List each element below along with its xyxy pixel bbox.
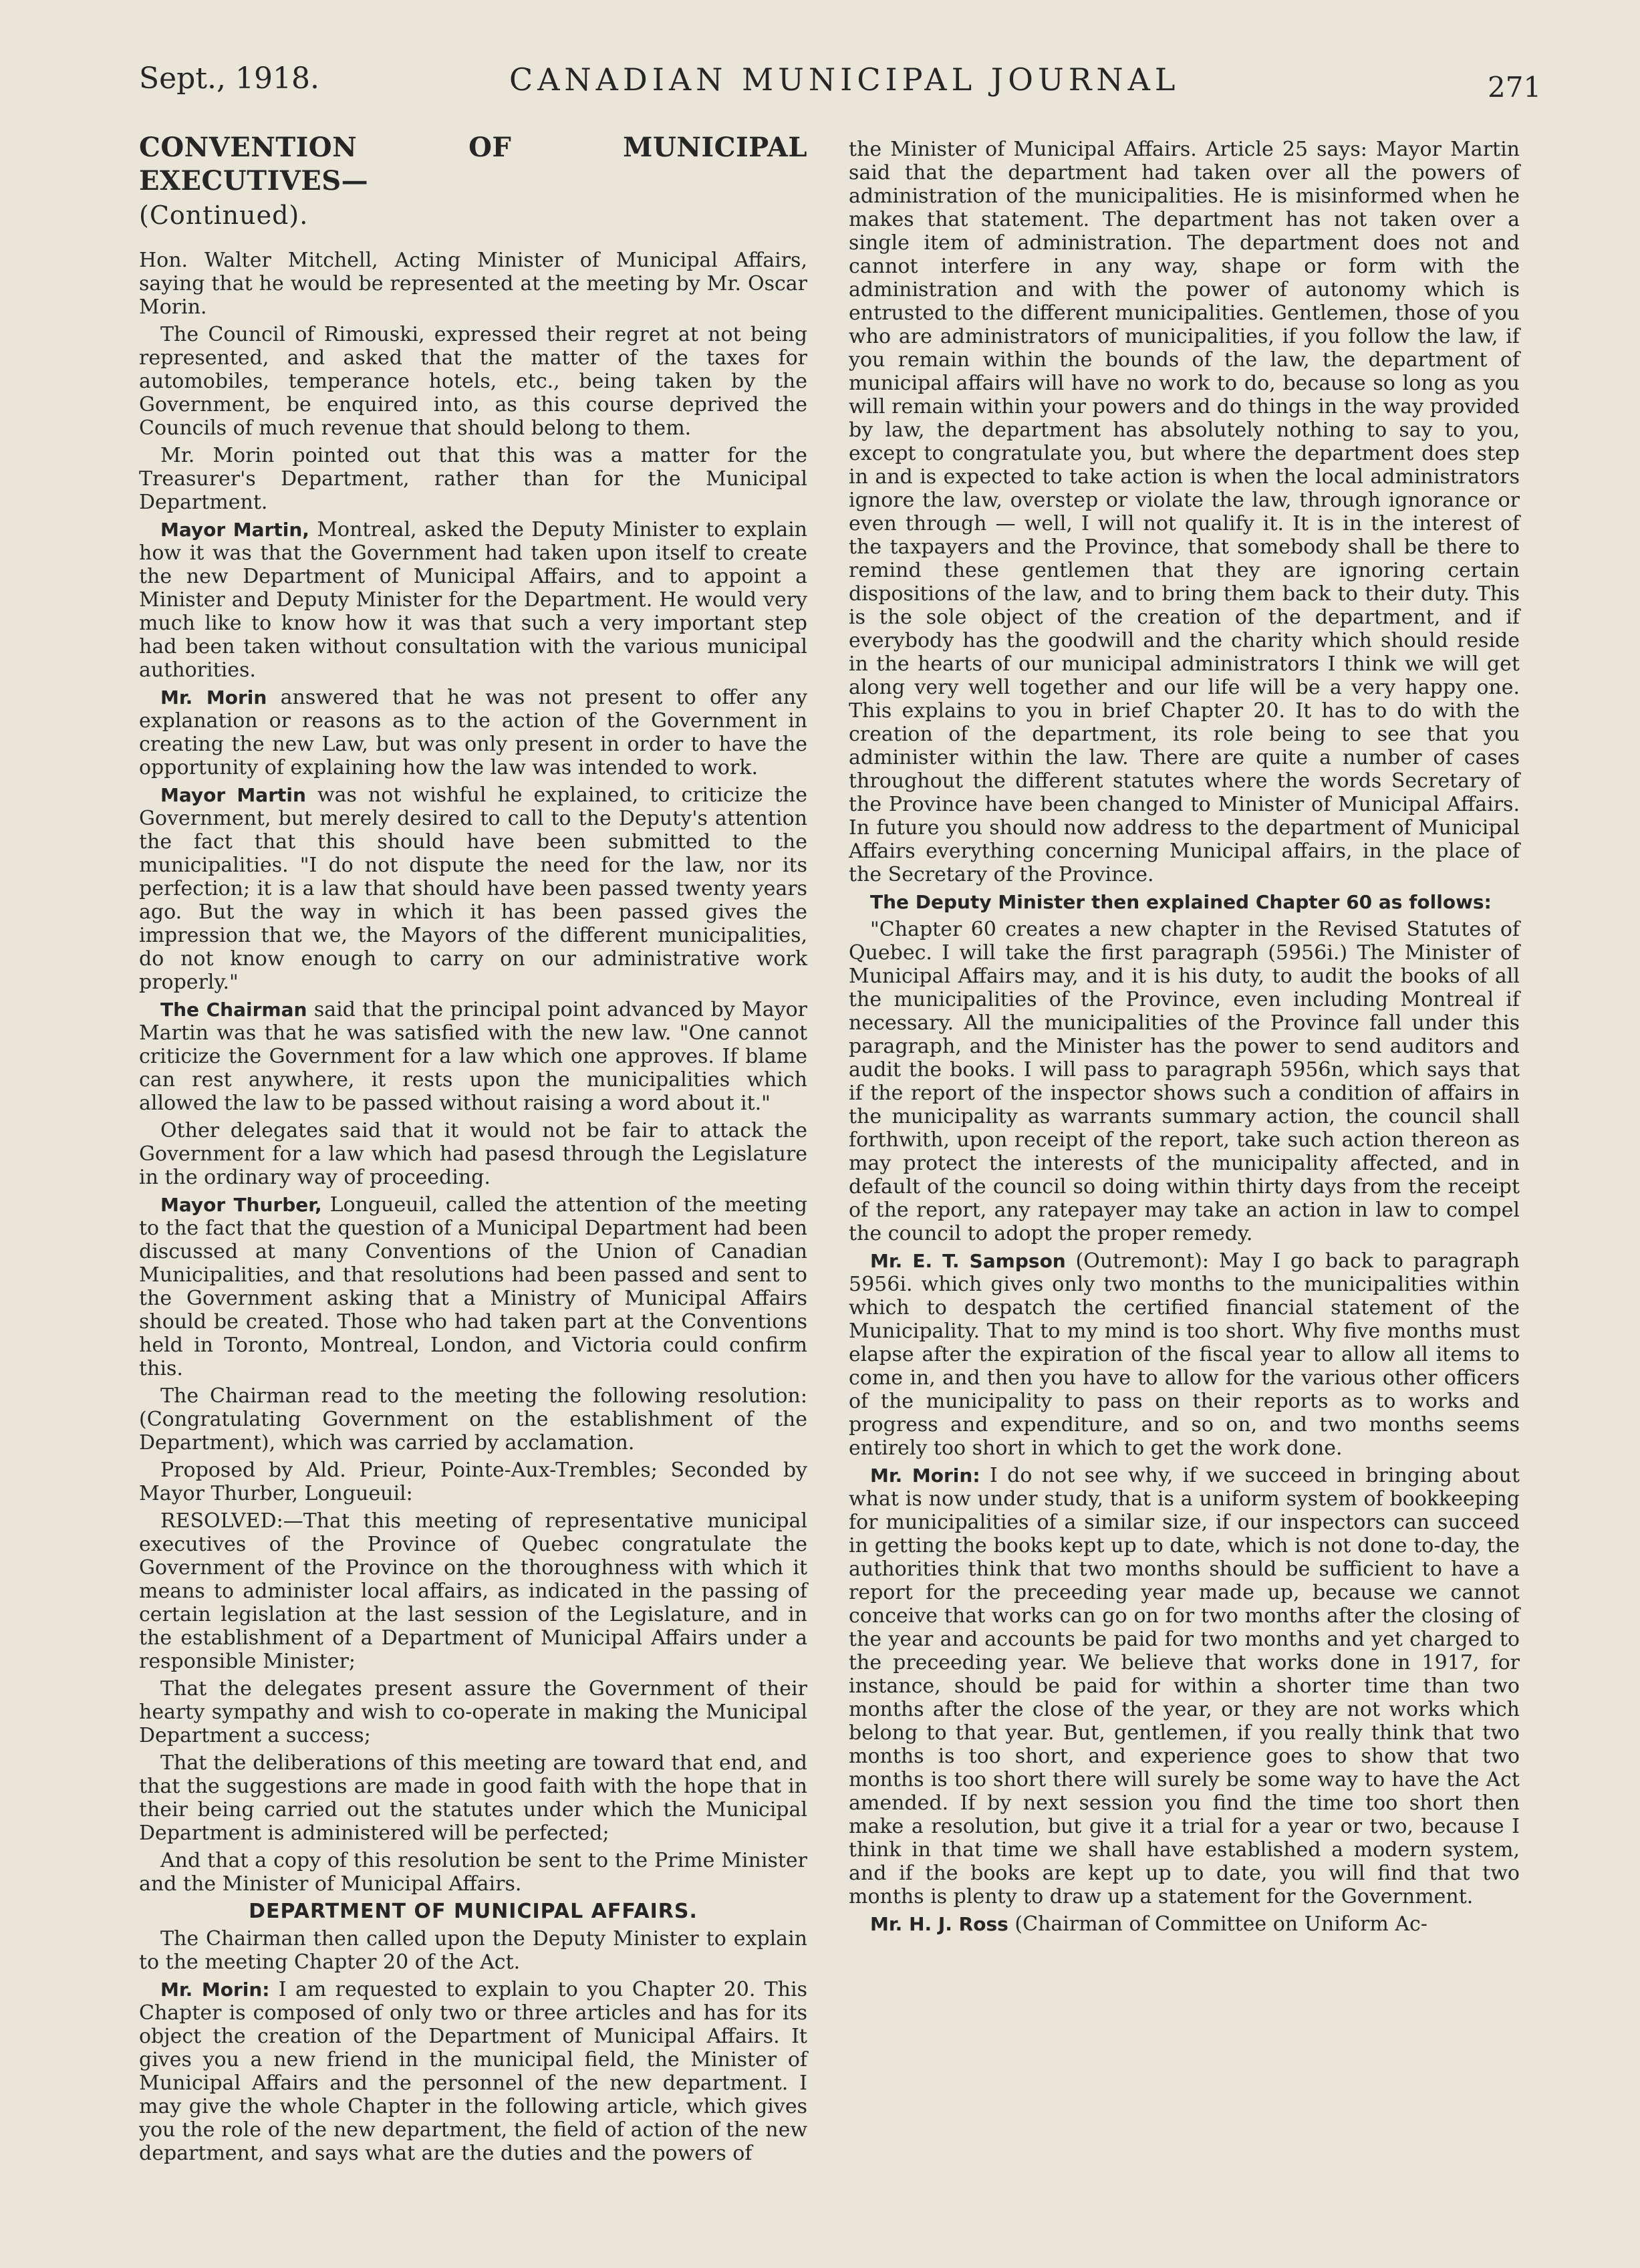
paragraph-text: And that a copy of this resolution be sent to the Prime Minister and the Minister of Municipal Affairs. [139,1849,807,1896]
left-column [139,131,807,2169]
paragraph [139,518,807,682]
left-paragraphs [139,249,807,1896]
journal-title: CANADIAN MUNICIPAL JOURNAL [509,61,1180,98]
right-paragraphs-after [849,918,1520,1936]
issue-date: Sept., 1918. [139,61,319,96]
left-paragraphs-after [139,1927,807,2165]
paragraph-text: Hon. Walter Mitchell, Acting Minister of Municipal Affairs, saying that he would be represented at the meeting by Mr. Oscar Morin. [139,249,807,319]
paragraph-text: The Chairman then called upon the Deputy Minister to explain to the meeting Chapter 20 of the Act. [139,1927,807,1974]
paragraph-text: Other delegates said that it would not be fair to attack the Government for a law which had pasesd through the Legislature in the ordinary way of proceeding. [139,1119,807,1189]
right-column [849,138,1520,1940]
paragraph [849,918,1520,1245]
paragraph-text: answered that he was not present to offer any explanation or reasons as to the action of the Government in creating the new Law, but was only present in order to have the opportunity of explaining how the law was intended to work. [139,686,807,779]
paragraph [139,1927,807,1974]
paragraph-text: was not wishful he explained, to criticize the Government, but merely desired to call to the Deputy's attention the fact that this should have been submitted to the municipalities. "I do not dispute the need for the law, nor its perfection; it is a law that should have been passed twenty years ago. But the way in which it has been passed gives the impression that we, the Mayors of the different municipalities, do not know enough to carry on our administrative work properly." [139,783,807,994]
paragraph [849,1464,1520,1908]
paragraph [139,1509,807,1673]
paragraph-text: That the delegates present assure the Government of their hearty sympathy and wish to co-operate in making the Municipal Department a success; [139,1677,807,1747]
speaker-name: Mr. Morin: [160,1979,270,2001]
paragraph [139,1751,807,1845]
paragraph [139,686,807,779]
paragraph-text: the Minister of Municipal Affairs. Article 25 says: Mayor Martin said that the department had taken over all the powers of administration of the municipalities. He is misinformed when he makes that statement. The department has not taken over a single item of administration. The department does not and cannot interfere in any way, shape or form with the administration and with the power of autonomy which is entrusted to the different municipalities. Gentlemen, those of you who are administrators of municipalities, if you follow the law, if you remain within the bounds of the law, the department of municipal affairs will have no work to do, because so long as you will remain within your powers and do things in the way provided by law, the department has absolutely nothing to say to you, except to congratulate you, but where the department does step in and is expected to take action is when the local administrators ignore the law, overstep or violate the law, through ignorance or even through — well, I will not qualify it. It is in the interest of the taxpayers and the Province, that somebody shall be there to remind these gentlemen that they are ignoring certain dispositions of the law, and to bring them back to their duty. This is the sole object of the creation of the department, and if everybody has the goodwill and the charity which should reside in the hearts of our municipal administrators I think we will get along very well together and our life will be a very happy one. This explains to you in brief Chapter 20. It has to do with the creation of the department, its role being to see that you administer within the law. There are quite a number of cases throughout the different statutes where the words Secretary of the Province have been changed to Minister of Municipal Affairs. In future you should now address to the department of Municipal Affairs everything concerning Municipal affairs, in the place of the Secretary of the Province. [849,138,1520,886]
speaker-name: Mr. Morin [160,686,267,709]
right-paragraphs [849,138,1520,886]
paragraph [139,998,807,1115]
paragraph [139,1459,807,1505]
speaker-name: The Chairman [160,999,307,1021]
paragraph-text: The Council of Rimouski, expressed their regret at not being represented, and asked that the matter of the taxes for automobiles, temperance hotels, etc., being taken by the Government, be enquired into, as this course deprived the Councils of much revenue that should belong to them. [139,323,807,440]
paragraph [139,249,807,319]
paragraph-text: I do not see why, if we succeed in bringing about what is now under study, that is a uniform system of bookkeeping for municipalities of a similar size, if our inspectors can succeed in getting the books kept up to date, which is not done to-day, the authorities think that two months should be sufficient to have a report for the preceeding year made up, because we cannot conceive that works can go on for two months after the closing of the year and accounts be paid for two months and yet charged to the preceeding year. We believe that works done in 1917, for instance, should be paid for within a shorter time than two months after the close of the year, or they are not works which belong to that year. But, gentlemen, if you really think that two months is too short, and experience goes to show that two months is too short there will surely be some way to have the Act amended. If by next session you find the time too short then make a resolution, but give it a trial for a year or two, because I think in that time we shall have established a modern system, and if the books are kept up to date, you will find that two months is plenty to draw up a statement for the Government. [849,1464,1520,1908]
page-header [0,0,1640,134]
paragraph-text: Proposed by Ald. Prieur, Pointe-Aux-Trembles; Seconded by Mayor Thurber, Longueuil: [139,1459,807,1505]
paragraph [849,1249,1520,1460]
paragraph-text: RESOLVED:—That this meeting of representative municipal executives of the Province of Quebec congratulate the Government of the Province on the thoroughness with which it means to administer local affairs, as indicated in the passing of certain legislation at the last session of the Legislature, and in the establishment of a Department of Municipal Affairs under a responsible Minister; [139,1509,807,1673]
paragraph-text: That the deliberations of this meeting are toward that end, and that the suggestions are made in good faith with the hope that in their being carried out the statutes under which the Municipal Department is administered will be perfected; [139,1751,807,1845]
paragraph [139,444,807,514]
speaker-name: Mr. E. T. Sampson [870,1250,1066,1272]
speaker-name: Mayor Martin [160,784,306,806]
article-title: CONVENTION OF MUNICIPAL EXECUTIVES— [139,132,807,197]
paragraph-text: Longueuil, called the attention of the meeting to the fact that the question of a Municipal Department had been discussed at many Conventions of the Union of Canadian Municipalities, and that resolutions had been passed and sent to the Government asking that a Ministry of Municipal Affairs should be created. Those who had taken part at the Conventions held in Toronto, Montreal, London, and Victoria could confirm this. [139,1193,807,1380]
chapter-60-intro: The Deputy Minister then explained Chapter 60 as follows: [870,891,1492,913]
paragraph-text: "Chapter 60 creates a new chapter in the Revised Statutes of Quebec. I will take the first paragraph (5956i.) The Minister of Municipal Affairs may, and it is his duty, to audit the books of all the municipalities of the Province, even including Montreal if necessary. All the municipalities of the Province fall under this paragraph, and the Minister has the power to send auditors and audit the books. I will pass to paragraph 5956n, which says that if the report of the inspector shows such a condition of affairs in the municipality as warrants summary action, the council shall forthwith, upon receipt of the report, take such action thereon as may protect the interests of the municipality affected, and in default of the council so doing within thirty days from the receipt of the report, any ratepayer may take an action in law to compel the council to adopt the proper remedy. [849,918,1520,1245]
speaker-name: Mr. H. J. Ross [870,1913,1008,1935]
speaker-name: Mayor Thurber, [160,1194,322,1216]
paragraph [139,1849,807,1896]
paragraph [139,1193,807,1380]
paragraph [139,1384,807,1455]
paragraph [139,323,807,440]
speaker-name: Mayor Martin, [160,519,309,541]
paragraph [139,783,807,994]
paragraph [849,138,1520,886]
paragraph-text: (Chairman of Committee on Uniform Ac- [1008,1912,1427,1936]
paragraph-text: The Chairman read to the meeting the following resolution: (Congratulating Government on the establishment of the Department), which was carried by acclamation. [139,1384,807,1455]
paragraph [139,1978,807,2165]
paragraph-text: I am requested to explain to you Chapter 20. This Chapter is composed of only two or three articles and has for its object the creation of the Department of Municipal Affairs. It gives you a new friend in the municipal field, the Minister of Municipal Affairs and the personnel of the new department. I may give the whole Chapter in the following article, which gives you the role of the new department, the field of action of the new department, and says what are the duties and the powers of [139,1978,807,2165]
section-heading: DEPARTMENT OF MUNICIPAL AFFAIRS. [249,1900,698,1923]
paragraph-text: said that the principal point advanced by Mayor Martin was that he was satisfied with the new law. "One cannot criticize the Government for a law which one approves. If blame can rest anywhere, it rests upon the municipalities which allowed the law to be passed without raising a word about it." [139,998,807,1115]
paragraph [849,1912,1520,1936]
paragraph [139,1677,807,1747]
paragraph-text: Mr. Morin pointed out that this was a matter for the Treasurer's Department, rather than for the Municipal Department. [139,444,807,514]
page-number: 271 [1488,71,1542,104]
paragraph-text: (Outremont): May I go back to paragraph 5956i. which gives only two months to the municipalities within which to despatch the certified financial statement of the Municipality. That to my mind is too short. Why five months must elapse after the expiration of the fiscal year to allow all items to come in, and then you have to allow for the various other officers of the municipality to pass on their reports as to works and progress and expenditure, and so on, and two months seems entirely too short in which to get the work done. [849,1249,1520,1460]
article-continued: (Continued). [139,201,309,230]
speaker-name: Mr. Morin: [870,1465,980,1487]
paragraph-text: Montreal, asked the Deputy Minister to explain how it was that the Government had taken upon itself to create the new Department of Municipal Affairs, and to appoint a Minister and Deputy Minister for the Department. He would very much like to know how it was that such a very important step had been taken without consultation with the various municipal authorities. [139,518,807,682]
paragraph [139,1119,807,1189]
